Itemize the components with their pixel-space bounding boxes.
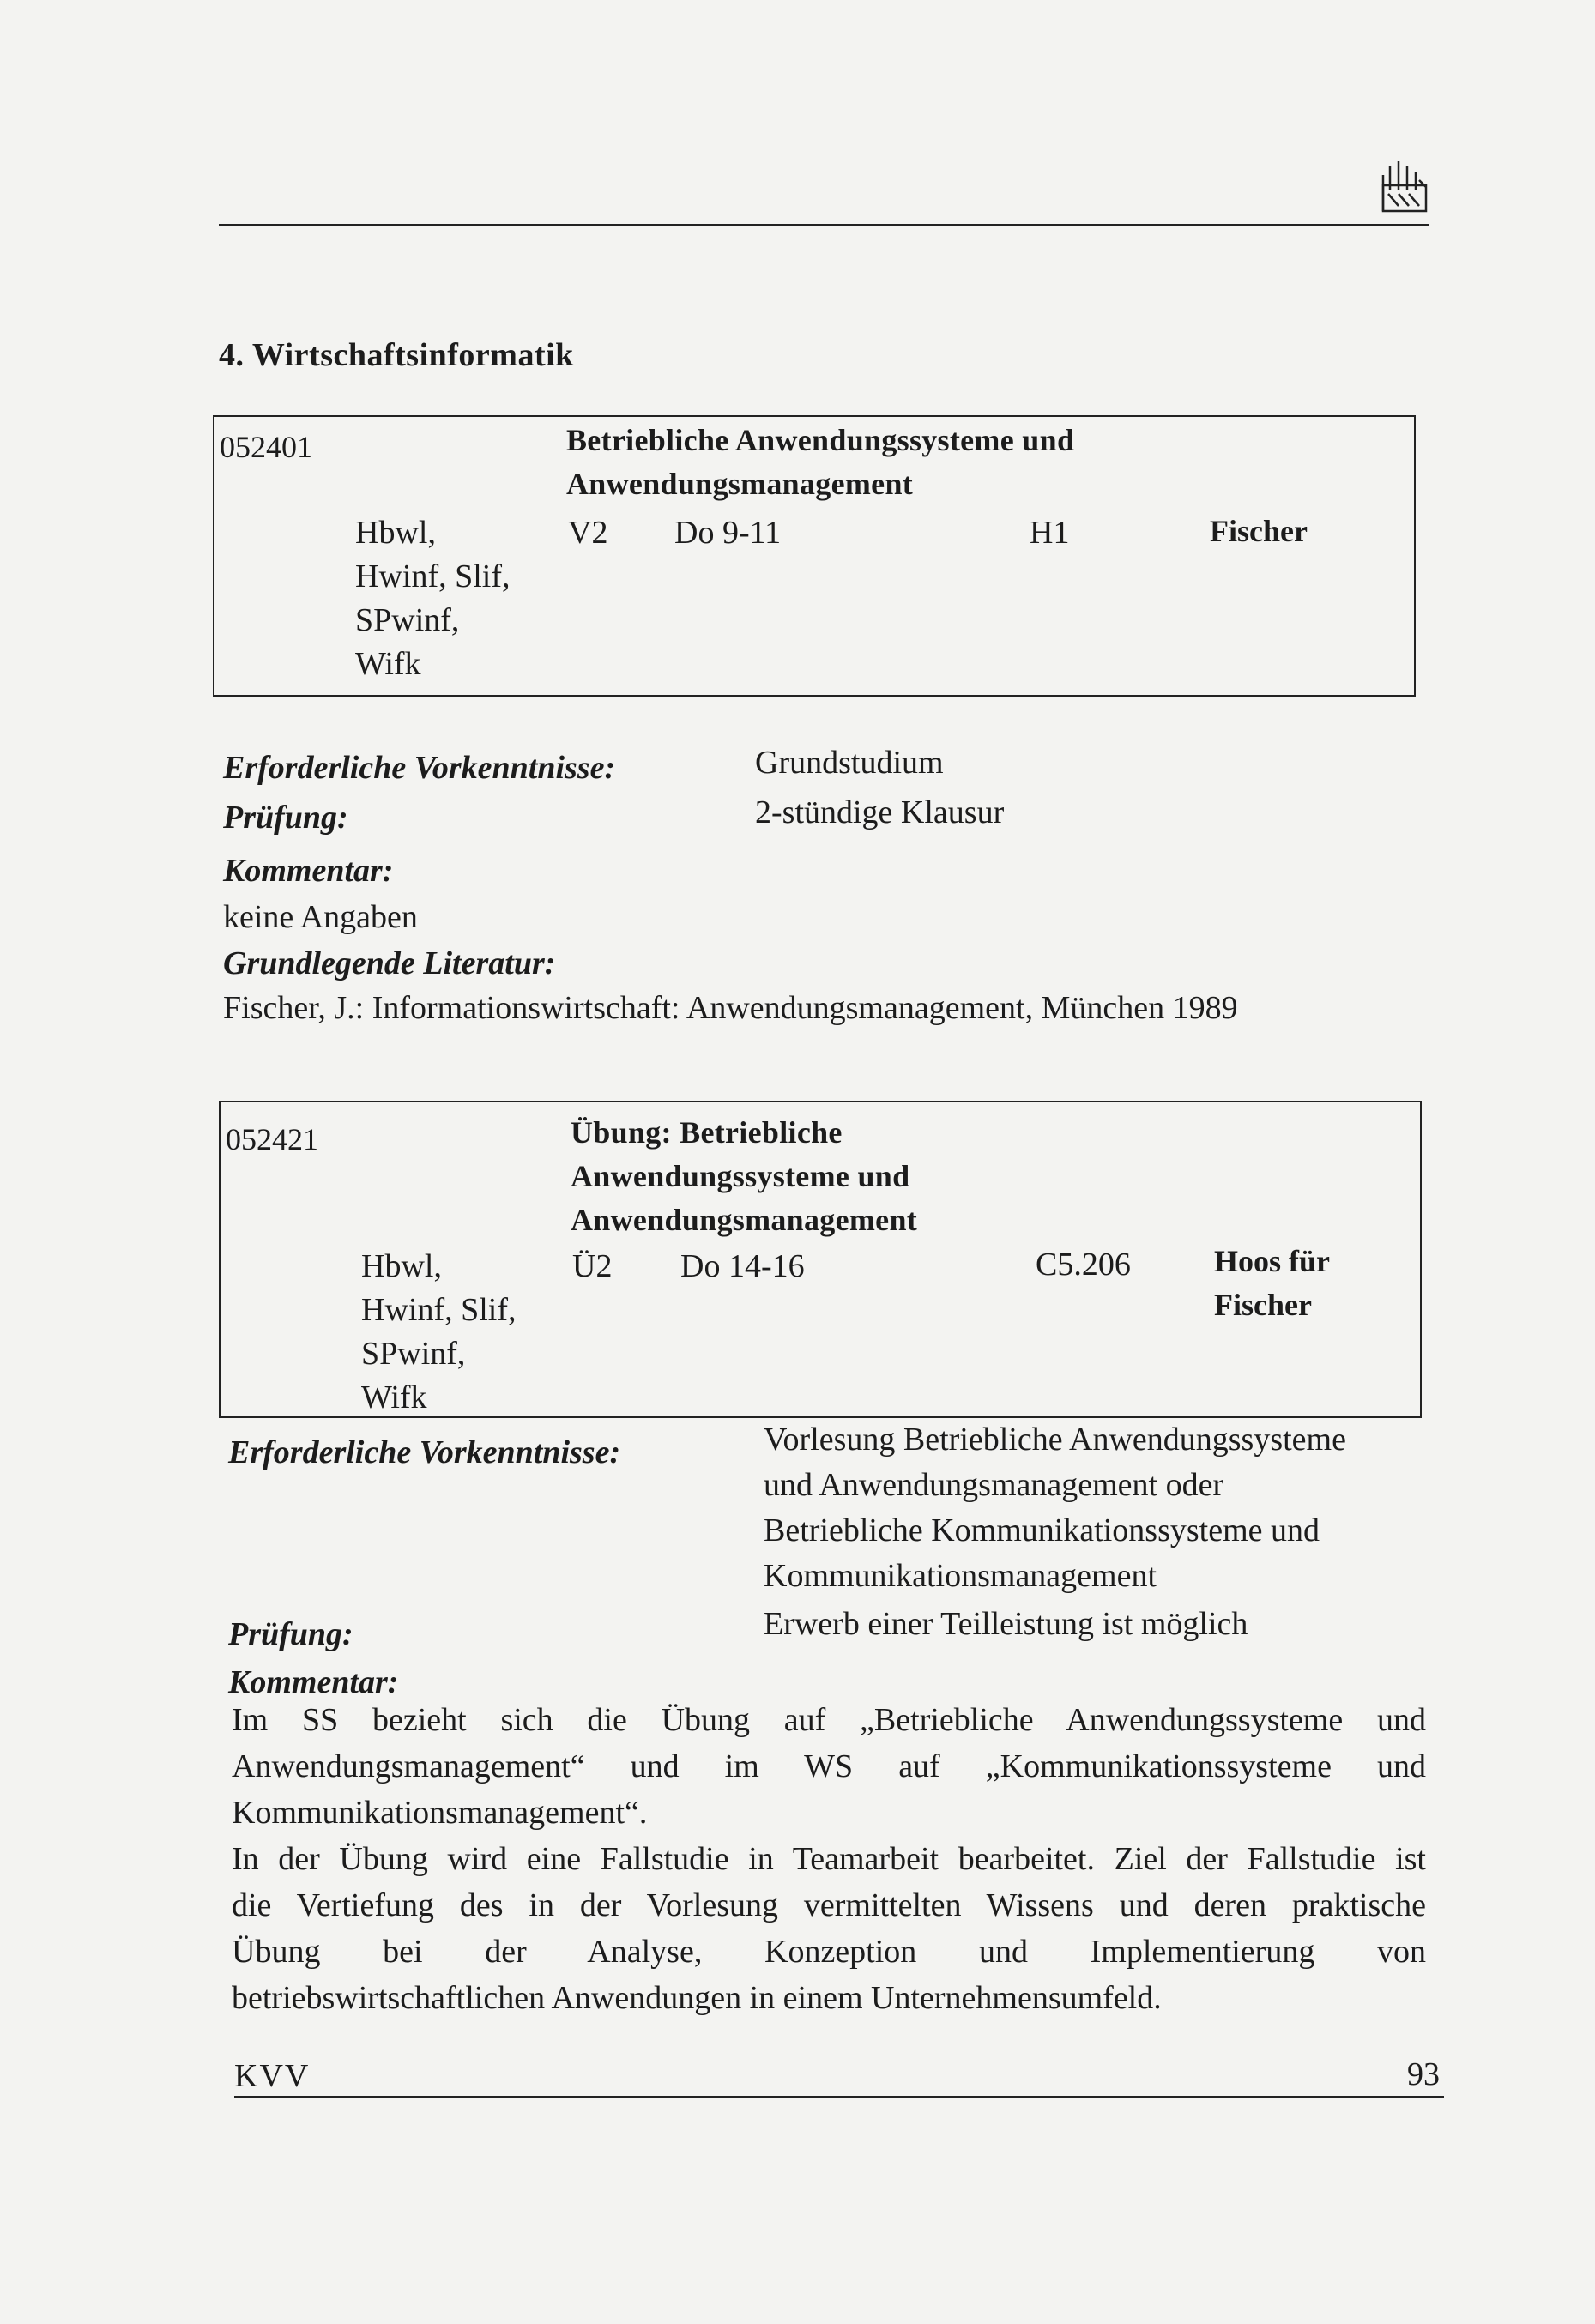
course-box-052401 bbox=[213, 415, 1416, 697]
course-number: 052401 bbox=[220, 430, 312, 464]
kommentar-label: Kommentar: bbox=[228, 1664, 399, 1700]
kommentar-text bbox=[232, 1697, 1426, 2021]
group-line: SPwinf, bbox=[355, 602, 460, 638]
course-title bbox=[571, 1111, 917, 1242]
university-building-logo bbox=[1380, 156, 1429, 214]
course-type: Ü2 bbox=[572, 1248, 613, 1284]
kommentar-line: die Vertiefung des in der Vorlesung vermittelten Wissens und deren praktische bbox=[232, 1887, 1426, 1923]
course-lecturer bbox=[1214, 1240, 1330, 1327]
course-title-line: Anwendungssysteme und bbox=[571, 1159, 910, 1193]
course-title-line: Betriebliche Anwendungssysteme und bbox=[566, 423, 1075, 457]
pruefung-label: Prüfung: bbox=[228, 1616, 353, 1652]
course-number: 052421 bbox=[226, 1122, 318, 1156]
course-box-052421 bbox=[219, 1101, 1422, 1418]
header-rule bbox=[219, 224, 1429, 226]
course-room: H1 bbox=[1030, 515, 1070, 551]
section-title: 4. Wirtschaftsinformatik bbox=[219, 337, 574, 373]
vorkenntnisse-line: Kommunikationsmanagement bbox=[764, 1558, 1157, 1594]
group-line: Wifk bbox=[361, 1379, 427, 1416]
course-type: V2 bbox=[568, 515, 608, 551]
group-line: SPwinf, bbox=[361, 1336, 466, 1372]
group-line: Wifk bbox=[355, 646, 421, 682]
vorkenntnisse-label: Erforderliche Vorkenntnisse: bbox=[228, 1434, 621, 1470]
course-title-line: Anwendungsmanagement bbox=[566, 467, 914, 501]
course-title-line: Übung: Betriebliche bbox=[571, 1115, 843, 1150]
pruefung-value: 2-stündige Klausur bbox=[755, 794, 1005, 830]
vorkenntnisse-line: und Anwendungsmanagement oder bbox=[764, 1467, 1224, 1503]
vorkenntnisse-value: Grundstudium bbox=[755, 745, 944, 781]
vorkenntnisse-label: Erforderliche Vorkenntnisse: bbox=[223, 750, 616, 786]
kommentar-line: Übung bei der Analyse, Konzeption und Implementierung von bbox=[232, 1934, 1426, 1970]
footer-rule bbox=[234, 2096, 1444, 2098]
course-time: Do 14-16 bbox=[680, 1248, 805, 1284]
vorkenntnisse-line: Vorlesung Betriebliche Anwendungssysteme bbox=[764, 1422, 1346, 1458]
kommentar-line: Im SS bezieht sich die Übung auf „Betriebliche Anwendungssysteme und bbox=[232, 1702, 1426, 1738]
pruefung-value: Erwerb einer Teilleistung ist möglich bbox=[764, 1606, 1248, 1642]
group-line: Hbwl, bbox=[361, 1248, 442, 1284]
group-line: Hwinf, Slif, bbox=[361, 1292, 517, 1328]
footer-label: KVV bbox=[234, 2058, 311, 2094]
vorkenntnisse-line: Betriebliche Kommunikationssysteme und bbox=[764, 1512, 1320, 1548]
course-title-line: Anwendungsmanagement bbox=[571, 1203, 918, 1237]
kommentar-line: betriebswirtschaftlichen Anwendungen in einem Unternehmensumfeld. bbox=[232, 1980, 1162, 2016]
group-line: Hwinf, Slif, bbox=[355, 558, 511, 595]
kommentar-text: keine Angaben bbox=[223, 899, 418, 935]
vorkenntnisse-value bbox=[764, 1417, 1346, 1599]
kommentar-line: In der Übung wird eine Fallstudie in Teamarbeit bearbeitet. Ziel der Fallstudie ist bbox=[232, 1841, 1426, 1877]
kommentar-line: Kommunikationsmanagement“. bbox=[232, 1795, 648, 1831]
lecturer-line: Fischer bbox=[1214, 1288, 1312, 1322]
course-groups bbox=[361, 1245, 517, 1420]
course-time: Do 9-11 bbox=[674, 515, 782, 551]
literatur-label: Grundlegende Literatur: bbox=[223, 945, 556, 981]
lecturer-line: Hoos für bbox=[1214, 1244, 1330, 1278]
lecturer-line: Fischer bbox=[1210, 514, 1308, 548]
course-groups bbox=[355, 511, 511, 686]
group-line: Hbwl, bbox=[355, 515, 436, 551]
kommentar-label: Kommentar: bbox=[223, 853, 394, 889]
page-number: 93 bbox=[1407, 2056, 1440, 2092]
pruefung-label: Prüfung: bbox=[223, 800, 348, 836]
literatur-value: Fischer, J.: Informationswirtschaft: Anwendungsmanagement, München 1989 bbox=[223, 990, 1238, 1026]
course-lecturer bbox=[1210, 510, 1308, 553]
course-room: C5.206 bbox=[1036, 1247, 1131, 1283]
course-title bbox=[566, 419, 1074, 506]
kommentar-line: Anwendungsmanagement“ und im WS auf „Kommunikationssysteme und bbox=[232, 1748, 1426, 1784]
